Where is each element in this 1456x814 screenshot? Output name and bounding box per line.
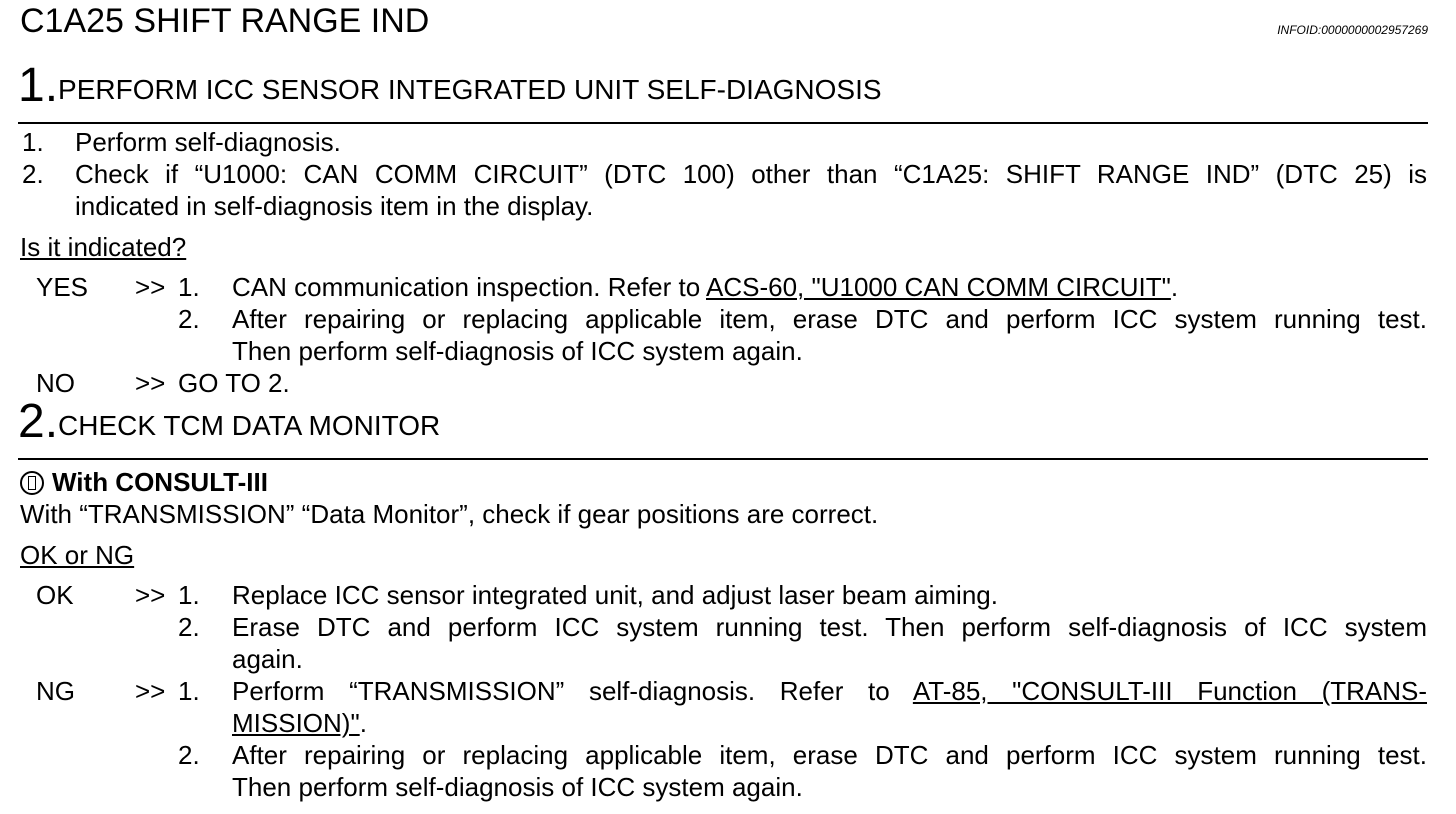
ng-sub-1-num: 1. bbox=[178, 676, 200, 706]
yes-reference-link[interactable]: ACS-60, "U1000 CAN COMM CIRCUIT" bbox=[706, 272, 1171, 302]
step-2-heading bbox=[18, 395, 441, 448]
step-1-item-1-num: 1. bbox=[22, 127, 44, 157]
info-id: INFOID:0000000002957269 bbox=[1277, 23, 1428, 37]
step-2-number: 2. bbox=[18, 395, 59, 448]
ng-sub-1-end: . bbox=[359, 708, 367, 738]
yes-label: YES bbox=[36, 272, 89, 302]
consult-tool-label: With CONSULT-III bbox=[52, 467, 268, 497]
step-2-instruction: With “TRANSMISSION” “Data Monitor”, check if gear positions are correct. bbox=[20, 499, 879, 529]
step-1-number: 1. bbox=[18, 59, 59, 112]
ok-sub-2-text-line1: Erase DTC and perform ICC system running test. Then perform self-diagnosis of ICC system bbox=[232, 612, 1427, 642]
ok-sub-2-num: 2. bbox=[178, 612, 200, 642]
yes-sub-2-num: 2. bbox=[178, 304, 200, 334]
yes-sub-1-end: . bbox=[1170, 272, 1179, 302]
ok-sub-2-text-line2: again. bbox=[232, 644, 303, 674]
ng-label: NG bbox=[36, 676, 75, 706]
step-1-divider bbox=[18, 122, 1428, 124]
ng-sub-1-prefix: Perform “TRANSMISSION” self-diagnosis. Refer to bbox=[232, 676, 913, 706]
no-arrow: >> bbox=[135, 368, 166, 398]
page-title: C1A25 SHIFT RANGE IND bbox=[20, 2, 430, 40]
ng-reference-link-cont[interactable]: MISSION)" bbox=[232, 708, 360, 738]
step-2-title: CHECK TCM DATA MONITOR bbox=[58, 410, 441, 441]
ng-sub-2-num: 2. bbox=[178, 740, 200, 770]
ng-sub-1-text-line2 bbox=[232, 707, 367, 739]
ok-sub-1-text: Replace ICC sensor integrated unit, and adjust laser beam aiming. bbox=[232, 580, 998, 610]
yes-arrow: >> bbox=[135, 272, 166, 302]
yes-sub-2-text-line2: Then perform self-diagnosis of ICC system again. bbox=[232, 336, 803, 366]
step-2-question: OK or NG bbox=[20, 540, 135, 570]
ok-label: OK bbox=[36, 580, 74, 610]
consult-tool-line bbox=[20, 466, 268, 498]
ok-sub-1-num: 1. bbox=[178, 580, 200, 610]
ng-sub-2-text-line2: Then perform self-diagnosis of ICC system again. bbox=[232, 772, 803, 802]
ok-arrow: >> bbox=[135, 580, 166, 610]
ng-arrow: >> bbox=[135, 676, 166, 706]
ng-sub-1-text-line1 bbox=[232, 675, 1427, 707]
yes-sub-2-text-line1: After repairing or replacing applicable item, erase DTC and perform ICC system running test. bbox=[232, 304, 1427, 334]
step-1-item-2-num: 2. bbox=[22, 159, 44, 189]
yes-sub-1-prefix: CAN communication inspection. Refer to bbox=[232, 272, 706, 302]
step-1-question: Is it indicated? bbox=[20, 232, 187, 262]
step-1-item-2-text-line1: Check if “U1000: CAN COMM CIRCUIT” (DTC 100) other than “C1A25: SHIFT RANGE IND” (DTC 25) is bbox=[75, 159, 1427, 189]
step-1-title: PERFORM ICC SENSOR INTEGRATED UNIT SELF-DIAGNOSIS bbox=[58, 74, 882, 105]
step-1-item-1-text: Perform self-diagnosis. bbox=[75, 127, 341, 157]
consult-tool-icon bbox=[20, 471, 44, 495]
ng-sub-2-text-line1: After repairing or replacing applicable item, erase DTC and perform ICC system running test. bbox=[232, 740, 1427, 770]
no-label: NO bbox=[36, 368, 75, 398]
no-text: GO TO 2. bbox=[178, 368, 290, 398]
yes-sub-1-text bbox=[232, 271, 1178, 303]
step-2-divider bbox=[18, 458, 1428, 460]
step-1-item-2-text-line2: indicated in self-diagnosis item in the display. bbox=[75, 191, 594, 221]
yes-sub-1-num: 1. bbox=[178, 272, 200, 302]
ng-reference-link[interactable]: AT-85, "CONSULT-III Function (TRANS- bbox=[912, 676, 1427, 706]
step-1-heading bbox=[18, 59, 882, 112]
